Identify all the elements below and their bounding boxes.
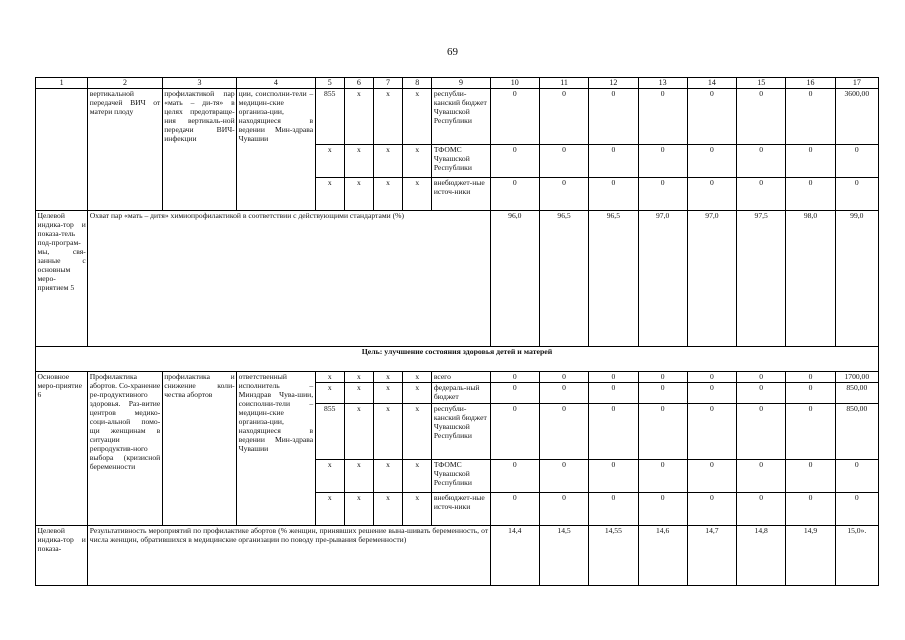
code-cell: x bbox=[373, 383, 402, 404]
funding-source: федераль-ный бюджет bbox=[432, 383, 490, 404]
code-cell: x bbox=[373, 178, 402, 211]
column-number: 8 bbox=[403, 78, 432, 89]
column-number: 3 bbox=[162, 78, 236, 89]
indicator-row bbox=[36, 211, 879, 347]
value-cell: 0 bbox=[687, 493, 736, 526]
value-cell: 97,0 bbox=[638, 211, 687, 347]
value-cell: 14,9 bbox=[786, 526, 835, 586]
value-cell: 0 bbox=[786, 372, 835, 383]
code-cell: x bbox=[344, 178, 373, 211]
code-cell: x bbox=[373, 404, 402, 460]
program-table bbox=[35, 77, 879, 586]
value-cell: 0 bbox=[589, 89, 638, 145]
value-cell: 0 bbox=[490, 372, 539, 383]
code-cell: x bbox=[315, 178, 344, 211]
code-cell: x bbox=[373, 460, 402, 493]
value-cell: 0 bbox=[737, 178, 786, 211]
value-cell: 0 bbox=[539, 89, 588, 145]
value-cell: 0 bbox=[490, 178, 539, 211]
value-cell: 0 bbox=[589, 493, 638, 526]
column-number: 1 bbox=[36, 78, 88, 89]
code-cell: x bbox=[403, 89, 432, 145]
value-cell: 0 bbox=[687, 460, 736, 493]
responsible-executor: ответственный исполнитель – Минздрав Чува-шии, соисполни-тели – медицин-ские организа-ции, находящиеся в ведении Мин-здрава Чувашии bbox=[237, 372, 315, 526]
value-cell: 96,5 bbox=[539, 211, 588, 347]
value-cell: 14,4 bbox=[490, 526, 539, 586]
activity-cell bbox=[36, 89, 88, 211]
value-cell: 0 bbox=[786, 460, 835, 493]
responsible-executor: ции, соисполни-тели – медицин-ские организа-ции, находящиеся в ведении Мин-здрава Чувашии bbox=[237, 89, 315, 211]
value-cell: 0 bbox=[638, 383, 687, 404]
value-cell: 0 bbox=[687, 89, 736, 145]
value-cell: 0 bbox=[638, 89, 687, 145]
value-cell: 97,0 bbox=[687, 211, 736, 347]
value-cell: 0 bbox=[638, 145, 687, 178]
value-cell: 0 bbox=[786, 493, 835, 526]
value-cell: 0 bbox=[786, 404, 835, 460]
column-number: 15 bbox=[737, 78, 786, 89]
column-number: 16 bbox=[786, 78, 835, 89]
value-cell: 0 bbox=[589, 145, 638, 178]
code-cell: x bbox=[403, 383, 432, 404]
funding-source: республи-канский бюджет Чувашской Республики bbox=[432, 404, 490, 460]
value-cell: 0 bbox=[490, 383, 539, 404]
code-cell: x bbox=[315, 493, 344, 526]
code-cell: x bbox=[344, 383, 373, 404]
value-cell: 96,0 bbox=[490, 211, 539, 347]
code-cell: x bbox=[403, 145, 432, 178]
code-cell: x bbox=[344, 404, 373, 460]
value-cell: 0 bbox=[589, 383, 638, 404]
code-cell: x bbox=[373, 493, 402, 526]
column-number: 9 bbox=[432, 78, 490, 89]
code-cell: x bbox=[344, 89, 373, 145]
value-cell: 0 bbox=[589, 178, 638, 211]
value-cell: 0 bbox=[737, 372, 786, 383]
activity-name: вертикальной передачей ВИЧ от матери плоду bbox=[88, 89, 162, 211]
code-cell: x bbox=[344, 460, 373, 493]
column-number: 5 bbox=[315, 78, 344, 89]
value-cell: 0 bbox=[539, 460, 588, 493]
expected-result: профилактикой пар «мать – ди-тя» в целях предотвраще-ния вертикаль-ной передачи ВИЧ-инфекции bbox=[162, 89, 236, 211]
code-cell: x bbox=[344, 145, 373, 178]
funding-source: республи-канский бюджет Чувашской Республики bbox=[432, 89, 490, 145]
code-cell: x bbox=[315, 383, 344, 404]
value-cell: 0 bbox=[490, 404, 539, 460]
code-cell: x bbox=[315, 372, 344, 383]
funding-source: всего bbox=[432, 372, 490, 383]
value-cell: 0 bbox=[687, 372, 736, 383]
page-number: 69 bbox=[447, 46, 458, 58]
value-cell: 99,0 bbox=[835, 211, 878, 347]
code-cell: 855 bbox=[315, 404, 344, 460]
value-cell: 850,00 bbox=[835, 404, 878, 460]
indicator-row bbox=[36, 526, 879, 586]
column-number: 11 bbox=[539, 78, 588, 89]
funding-source: ТФОМС Чувашской Республики bbox=[432, 145, 490, 178]
value-cell: 15,0». bbox=[835, 526, 878, 586]
value-cell: 0 bbox=[539, 404, 588, 460]
code-cell: x bbox=[373, 145, 402, 178]
value-cell: 97,5 bbox=[737, 211, 786, 347]
value-cell: 0 bbox=[737, 383, 786, 404]
column-number: 2 bbox=[88, 78, 162, 89]
code-cell: x bbox=[344, 493, 373, 526]
value-cell: 0 bbox=[835, 178, 878, 211]
value-cell: 0 bbox=[539, 372, 588, 383]
column-number: 12 bbox=[589, 78, 638, 89]
column-number-row bbox=[36, 78, 879, 89]
value-cell: 0 bbox=[687, 404, 736, 460]
code-cell: x bbox=[373, 372, 402, 383]
value-cell: 0 bbox=[786, 178, 835, 211]
value-cell: 0 bbox=[737, 145, 786, 178]
code-cell: x bbox=[373, 89, 402, 145]
value-cell: 14,5 bbox=[539, 526, 588, 586]
value-cell: 0 bbox=[589, 460, 638, 493]
code-cell: x bbox=[315, 145, 344, 178]
code-cell: x bbox=[403, 460, 432, 493]
expected-result: профилактика и снижение коли-чества абортов bbox=[162, 372, 236, 526]
indicator-label: Целевой индика-тор и показа-тель под-програм-мы, свя-занные с основным меро-приятием 5 bbox=[36, 211, 88, 347]
code-cell: x bbox=[344, 372, 373, 383]
value-cell: 0 bbox=[490, 493, 539, 526]
goal-row bbox=[36, 347, 879, 372]
value-cell: 0 bbox=[539, 145, 588, 178]
value-cell: 0 bbox=[638, 404, 687, 460]
column-number: 4 bbox=[237, 78, 315, 89]
value-cell: 0 bbox=[638, 178, 687, 211]
value-cell: 14,7 bbox=[687, 526, 736, 586]
value-cell: 14,8 bbox=[737, 526, 786, 586]
value-cell: 1700,00 bbox=[835, 372, 878, 383]
activity-label: Основное меро-приятие 6 bbox=[36, 372, 88, 526]
value-cell: 0 bbox=[786, 89, 835, 145]
value-cell: 0 bbox=[737, 493, 786, 526]
value-cell: 0 bbox=[490, 460, 539, 493]
value-cell: 0 bbox=[589, 404, 638, 460]
value-cell: 0 bbox=[638, 493, 687, 526]
value-cell: 850,00 bbox=[835, 383, 878, 404]
value-cell: 0 bbox=[737, 89, 786, 145]
goal-heading: Цель: улучшение состояния здоровья детей и матерей bbox=[36, 347, 879, 372]
value-cell: 98,0 bbox=[786, 211, 835, 347]
funding-source: ТФОМС Чувашской Республики bbox=[432, 460, 490, 493]
funding-source: внебюджет-ные источ-ники bbox=[432, 178, 490, 211]
value-cell: 0 bbox=[687, 145, 736, 178]
code-cell: 855 bbox=[315, 89, 344, 145]
value-cell: 3600,00 bbox=[835, 89, 878, 145]
column-number: 10 bbox=[490, 78, 539, 89]
code-cell: x bbox=[315, 460, 344, 493]
value-cell: 0 bbox=[737, 460, 786, 493]
column-number: 14 bbox=[687, 78, 736, 89]
value-cell: 0 bbox=[589, 372, 638, 383]
table-row bbox=[36, 372, 879, 383]
column-number: 7 bbox=[373, 78, 402, 89]
column-number: 13 bbox=[638, 78, 687, 89]
funding-source: внебюджет-ные источ-ники bbox=[432, 493, 490, 526]
code-cell: x bbox=[403, 404, 432, 460]
value-cell: 0 bbox=[539, 383, 588, 404]
value-cell: 0 bbox=[835, 145, 878, 178]
value-cell: 0 bbox=[539, 493, 588, 526]
value-cell: 0 bbox=[835, 493, 878, 526]
indicator-label: Целевой индика-тор и показа- bbox=[36, 526, 88, 586]
indicator-text: Охват пар «мать – дитя» химиопрофилактикой в соответствии с действующими стандартами (%) bbox=[88, 211, 490, 347]
value-cell: 0 bbox=[490, 145, 539, 178]
value-cell: 0 bbox=[490, 89, 539, 145]
value-cell: 0 bbox=[539, 178, 588, 211]
value-cell: 0 bbox=[786, 145, 835, 178]
code-cell: x bbox=[403, 493, 432, 526]
value-cell: 96,5 bbox=[589, 211, 638, 347]
value-cell: 0 bbox=[786, 383, 835, 404]
table-row bbox=[36, 89, 879, 145]
value-cell: 0 bbox=[638, 460, 687, 493]
activity-name: Профилактика абортов. Со-хранение ре-продуктивного здоровья. Раз-витие центров медико-соци-альной помо-щи женщинам в ситуации репродуктив-ного выбора (кризисной беременности bbox=[88, 372, 162, 526]
value-cell: 0 bbox=[737, 404, 786, 460]
value-cell: 0 bbox=[687, 383, 736, 404]
value-cell: 0 bbox=[638, 372, 687, 383]
value-cell: 14,6 bbox=[638, 526, 687, 586]
value-cell: 0 bbox=[687, 178, 736, 211]
indicator-text: Результативность мероприятий по профилактике абортов (% женщин, принявших решение вына-шивать беременность, от числа женщин, обратившихся в медицинские организации по поводу пре-рывания беременности) bbox=[88, 526, 490, 586]
column-number: 17 bbox=[835, 78, 878, 89]
value-cell: 0 bbox=[835, 460, 878, 493]
column-number: 6 bbox=[344, 78, 373, 89]
value-cell: 14,55 bbox=[589, 526, 638, 586]
code-cell: x bbox=[403, 178, 432, 211]
code-cell: x bbox=[403, 372, 432, 383]
